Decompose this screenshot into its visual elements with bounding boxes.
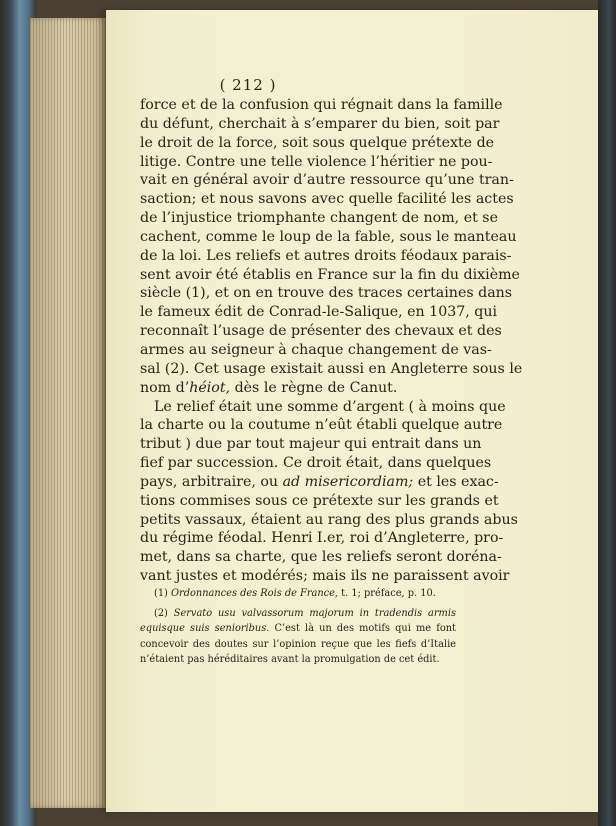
footnote-quote: equisque suis senioribus.	[140, 623, 270, 634]
text-fragment: et les exac-	[413, 473, 499, 490]
text-line: force et de la confusion qui régnait dans la famille	[140, 97, 503, 113]
text-line: petits vassaux, étaient au rang des plus grands abus	[140, 511, 518, 528]
text-line: sent avoir été établis en France sur la fin du dixième	[140, 266, 520, 283]
footnote-2-line: concevoir des doutes sur l’opinion reçue que les fiefs d’Italie	[140, 638, 456, 650]
footnote-text: t. 1; préface, p. 10.	[338, 588, 436, 599]
footnotes	[140, 586, 456, 668]
text-line: armes au seigneur à chaque changement de vas-	[140, 341, 492, 358]
text-line: reconnaît l’usage de présenter des chevaux et des	[140, 323, 502, 340]
text-line: tribut ) due par tout majeur qui entrait dans un	[140, 436, 482, 453]
text-fragment: dès le règne de Canut.	[230, 379, 398, 396]
footnote-marker: (1)	[154, 588, 171, 599]
text-line: fief par succession. Ce droit était, dans quelques	[140, 455, 492, 472]
footnote-2-line: n’étaient pas héréditaires avant la promulgation de cet édit.	[140, 654, 440, 665]
text-line: vant justes et modérés; mais ils ne paraissent avoir	[140, 568, 510, 585]
footnote-text: C’est là un des motifs qui me font	[269, 623, 456, 634]
text-line: du défunt, cherchait à s’emparer du bien, soit par	[140, 115, 500, 132]
page-edges	[30, 18, 108, 808]
footnote-quote: Servato usu valvassorum majorum in tradendis armis	[173, 607, 456, 619]
text-line: sal (2). Cet usage existait aussi en Angleterre sous le	[140, 360, 523, 377]
text-line: du régime féodal. Henri I.er, roi d’Angleterre, pro-	[140, 530, 504, 547]
text-line	[140, 473, 499, 492]
text-line: le droit de la force, soit sous quelque prétexte de	[140, 134, 495, 151]
italic-phrase: ad misericordiam;	[282, 473, 414, 490]
text-fragment: pays, arbitraire, ou	[140, 473, 283, 490]
text-line: vait en général avoir d’autre ressource qu’une tran-	[140, 172, 514, 189]
footnote-marker: (2)	[154, 607, 174, 619]
text-line: la charte ou la coutume n’eût établi quelque autre	[140, 417, 503, 434]
text-line: met, dans sa charte, que les reliefs seront doréna-	[140, 549, 502, 566]
footnote-citation: Ordonnances des Rois de France,	[171, 588, 339, 599]
page-number: ( 212 )	[219, 76, 277, 94]
text-fragment: nom d’	[140, 379, 190, 396]
body-text	[140, 96, 523, 586]
paragraph-start-line: Le relief était une somme d’argent ( à moins que	[154, 398, 506, 415]
text-line: litige. Contre une telle violence l’héritier ne pou-	[140, 153, 493, 170]
footnote-1	[140, 586, 456, 602]
text-line: siècle (1), et on en trouve des traces certaines dans	[140, 285, 513, 302]
footnote-2-line	[140, 621, 456, 637]
text-line	[140, 379, 456, 398]
text-line: saction; et nous savons avec quelle facilité les actes	[140, 191, 514, 208]
text-line: le fameux édit de Conrad-le-Salique, en 1037, qui	[140, 304, 498, 321]
text-line: cachent, comme le loup de la fable, sous le manteau	[140, 228, 517, 245]
italic-word: héiot,	[189, 379, 231, 396]
text-line: de l’injustice triomphante changent de nom, et se	[140, 210, 498, 227]
text-line: de la loi. Les reliefs et autres droits féodaux parais-	[140, 247, 512, 264]
footnote-2-line	[140, 606, 456, 622]
text-line: tions commises sous ce prétexte sur les grands et	[140, 492, 499, 509]
book-cover-right	[598, 0, 616, 826]
